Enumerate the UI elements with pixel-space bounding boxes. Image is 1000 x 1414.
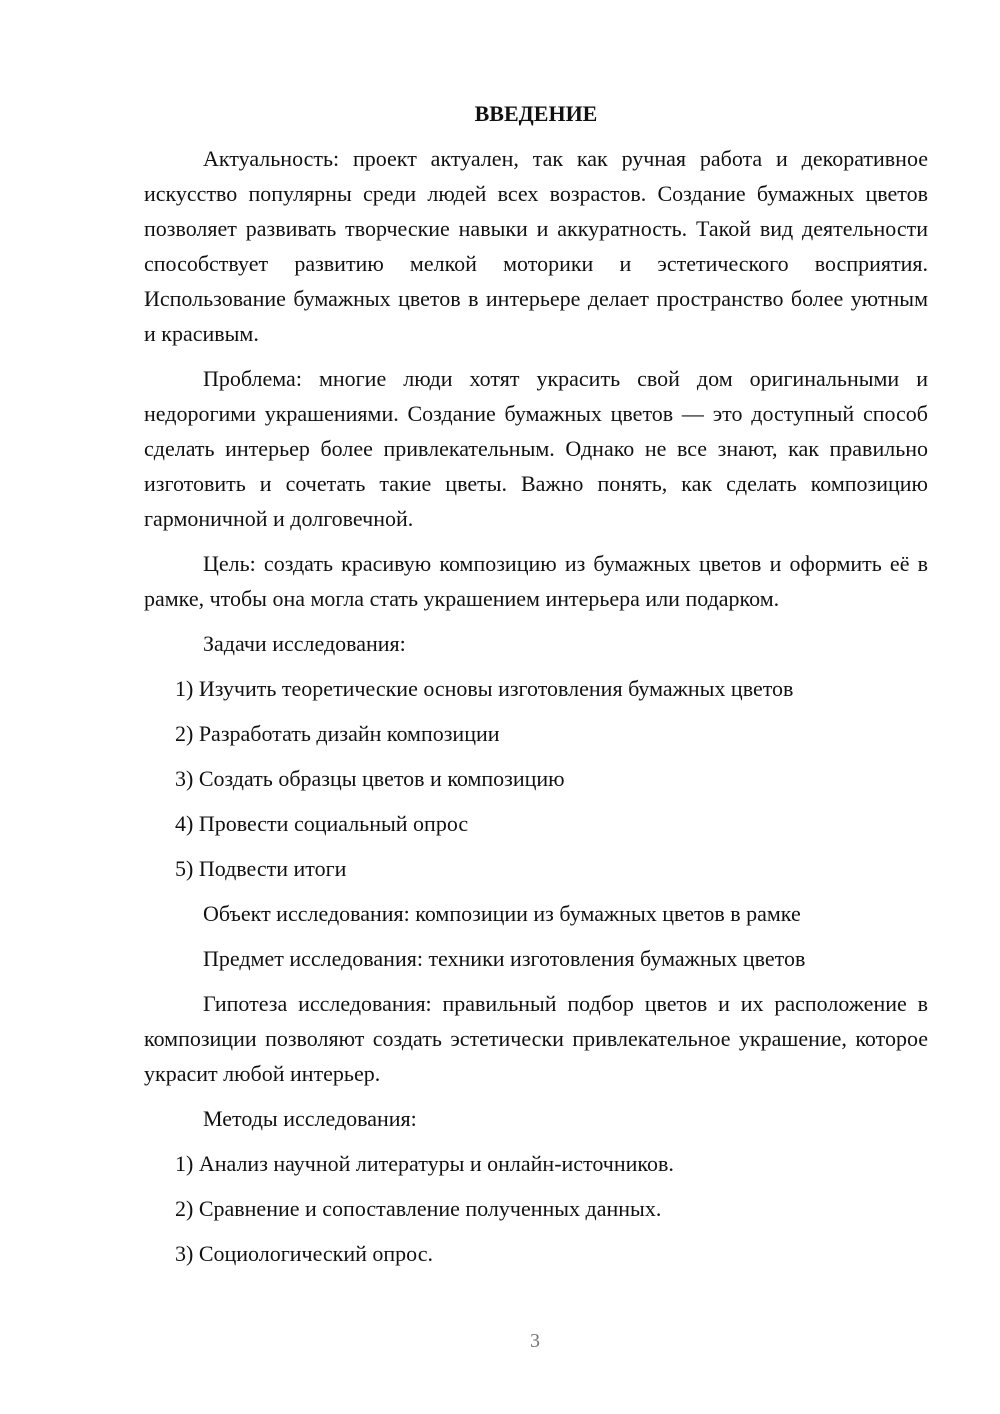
- list-item: 1) Изучить теоретические основы изготовления бумажных цветов: [175, 676, 794, 701]
- section-title: ВВЕДЕНИЕ: [474, 101, 598, 126]
- paragraph-subject: Предмет исследования: техники изготовления бумажных цветов: [203, 946, 806, 971]
- paragraph-object: Объект исследования: композиции из бумажных цветов в рамке: [203, 901, 801, 926]
- page-content: [144, 96, 928, 1281]
- list-item: 1) Анализ научной литературы и онлайн-источников.: [175, 1151, 674, 1176]
- list-item: 4) Провести социальный опрос: [175, 811, 469, 836]
- list-item: 5) Подвести итоги: [175, 856, 347, 881]
- list-item: 2) Разработать дизайн композиции: [175, 721, 500, 746]
- methods-list: [144, 1146, 928, 1271]
- page-number: 3: [530, 1330, 540, 1352]
- list-item: 2) Сравнение и сопоставление полученных данных.: [175, 1196, 662, 1221]
- tasks-list: [144, 671, 928, 886]
- paragraph-relevance: Актуальность: проект актуален, так как ручная работа и декоративное искусство популярны среди людей всех возрастов. Создание бумажных цветов позволяет развивать творческие навыки и аккуратность. Такой вид деятельности способствует развитию мелкой моторики и эстетического восприятия. Использование бумажных цветов в интерьере делает пространство более уютным и красивым.: [144, 146, 928, 346]
- paragraph-goal: Цель: создать красивую композицию из бумажных цветов и оформить её в рамке, чтобы она могла стать украшением интерьера или подарком.: [144, 551, 928, 611]
- tasks-heading: Задачи исследования:: [203, 631, 406, 656]
- paragraph-problem: Проблема: многие люди хотят украсить свой дом оригинальными и недорогими украшениями. Создание бумажных цветов — это доступный способ сделать интерьер более привлекательным. Однако не все знают, как правильно изготовить и сочетать такие цветы. Важно понять, как сделать композицию гармоничной и долговечной.: [144, 366, 928, 531]
- list-item: 3) Создать образцы цветов и композицию: [175, 766, 565, 791]
- methods-heading: Методы исследования:: [203, 1106, 417, 1131]
- list-item: 3) Социологический опрос.: [175, 1241, 433, 1266]
- paragraph-hypothesis: Гипотеза исследования: правильный подбор цветов и их расположение в композиции позволяют создать эстетически привлекательное украшение, которое украсит любой интерьер.: [144, 991, 928, 1086]
